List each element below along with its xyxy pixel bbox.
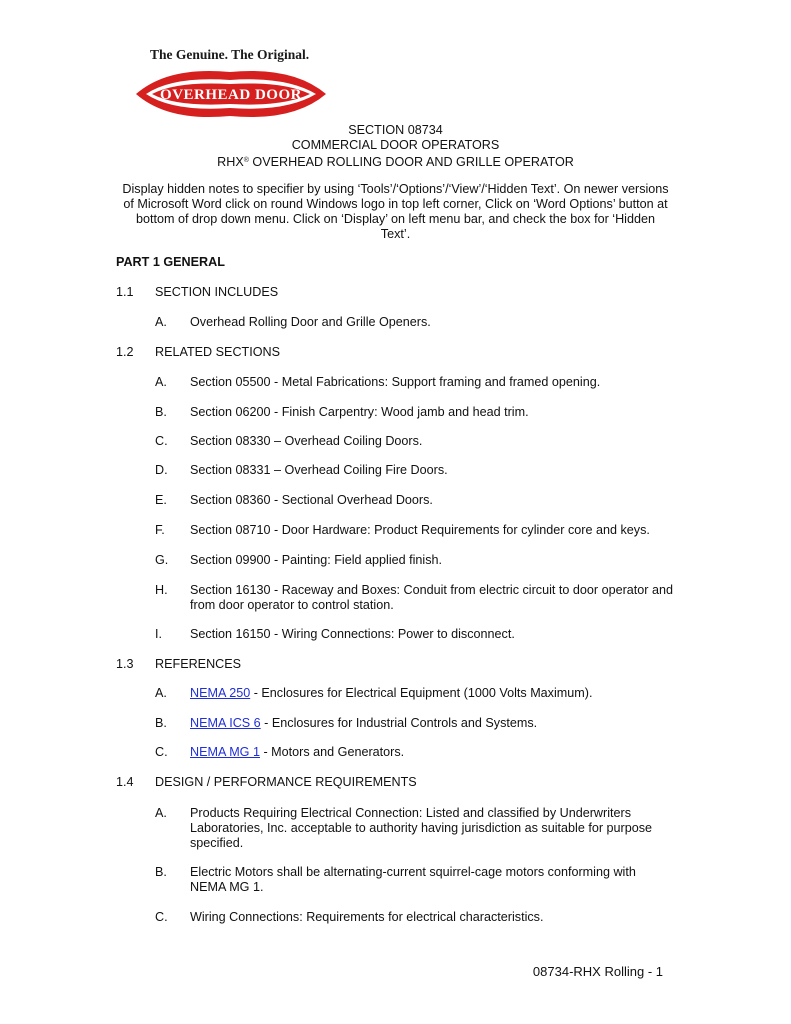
nema-mg-1-link[interactable]: NEMA MG 1 bbox=[190, 745, 260, 759]
overhead-door-logo-mark bbox=[128, 64, 333, 126]
article-number: 1.2 bbox=[116, 345, 134, 359]
item-text: Section 08710 - Door Hardware: Product Requirements for cylinder core and keys. bbox=[190, 523, 650, 537]
item-text: Section 09900 - Painting: Field applied finish. bbox=[190, 553, 443, 567]
specifier-note: Display hidden notes to specifier by using ‘Tools’/‘Options’/‘View’/‘Hidden Text’. On newer versions of Microsoft Word click on round Windows logo in top left corner, Click on ‘Word Options’ button at bottom of drop down menu. Click on ‘Display’ on left menu bar, and check the box for ‘Hidden Text’. bbox=[122, 182, 669, 241]
item-letter: I. bbox=[155, 627, 162, 641]
item-letter: C. bbox=[155, 745, 168, 759]
reference-description: - Motors and Generators. bbox=[259, 745, 405, 759]
item-text: Section 08360 - Sectional Overhead Doors. bbox=[190, 493, 433, 507]
item-text: Products Requiring Electrical Connection: Listed and classified by Underwriters Laboratories, Inc. acceptable to authority having jurisdiction as suitable for purpose specified. bbox=[190, 806, 653, 850]
page-footer: 08734-RHX Rolling - 1 bbox=[532, 964, 663, 979]
item-letter: B. bbox=[155, 405, 167, 419]
item-text bbox=[190, 686, 670, 701]
item-text: Section 06200 - Finish Carpentry: Wood jamb and head trim. bbox=[190, 405, 529, 419]
part-heading: PART 1 GENERAL bbox=[116, 255, 225, 269]
article-title: SECTION INCLUDES bbox=[155, 285, 279, 299]
item-letter: D. bbox=[155, 463, 168, 477]
article-title: RELATED SECTIONS bbox=[155, 345, 281, 359]
item-letter: A. bbox=[155, 806, 167, 820]
item-text: Section 16150 - Wiring Connections: Power to disconnect. bbox=[190, 627, 515, 641]
section-subtitle bbox=[100, 153, 691, 170]
reference-description: - Enclosures for Electrical Equipment (1000 Volts Maximum). bbox=[250, 686, 593, 700]
item-text: Section 05500 - Metal Fabrications: Support framing and framed opening. bbox=[190, 375, 601, 389]
article-number: 1.3 bbox=[116, 657, 134, 671]
article-number: 1.4 bbox=[116, 775, 134, 789]
nema-250-link[interactable]: NEMA 250 bbox=[190, 686, 251, 700]
section-title: COMMERCIAL DOOR OPERATORS bbox=[291, 138, 500, 152]
nema-ics-6-link[interactable]: NEMA ICS 6 bbox=[190, 716, 261, 730]
item-letter: A. bbox=[155, 686, 167, 700]
logo-brand-text: OVERHEAD DOOR bbox=[160, 87, 302, 103]
item-letter: G. bbox=[155, 553, 169, 567]
registered-mark: ® bbox=[243, 157, 249, 164]
item-text bbox=[190, 745, 670, 760]
item-letter: H. bbox=[155, 583, 168, 597]
item-letter: E. bbox=[155, 493, 167, 507]
item-letter: B. bbox=[155, 865, 167, 879]
item-letter: A. bbox=[155, 315, 167, 329]
reference-description: - Enclosures for Industrial Controls and Systems. bbox=[260, 716, 538, 730]
item-letter: C. bbox=[155, 910, 168, 924]
subtitle-rest: OVERHEAD ROLLING DOOR AND GRILLE OPERATOR bbox=[248, 155, 574, 169]
item-letter: F. bbox=[155, 523, 165, 537]
company-logo bbox=[128, 46, 333, 126]
item-letter: C. bbox=[155, 434, 168, 448]
item-text: Electric Motors shall be alternating-current squirrel-cage motors conforming with NEMA MG 1. bbox=[190, 865, 636, 894]
item-text: Section 16130 - Raceway and Boxes: Conduit from electric circuit to door operator and from door operator to control station. bbox=[190, 583, 674, 612]
article-title: DESIGN / PERFORMANCE REQUIREMENTS bbox=[155, 775, 417, 789]
item-text: Section 08330 – Overhead Coiling Doors. bbox=[190, 434, 423, 448]
item-letter: A. bbox=[155, 375, 167, 389]
item-text: Overhead Rolling Door and Grille Openers. bbox=[190, 315, 431, 329]
item-letter: B. bbox=[155, 716, 167, 730]
item-text bbox=[190, 716, 670, 731]
subtitle-prefix: RHX bbox=[217, 155, 244, 169]
item-text: Wiring Connections: Requirements for electrical characteristics. bbox=[190, 910, 544, 924]
article-title: REFERENCES bbox=[155, 657, 242, 671]
article-number: 1.1 bbox=[116, 285, 134, 299]
item-text: Section 08331 – Overhead Coiling Fire Doors. bbox=[190, 463, 448, 477]
section-number: SECTION 08734 bbox=[348, 123, 443, 137]
logo-tagline: The Genuine. The Original. bbox=[150, 47, 310, 62]
